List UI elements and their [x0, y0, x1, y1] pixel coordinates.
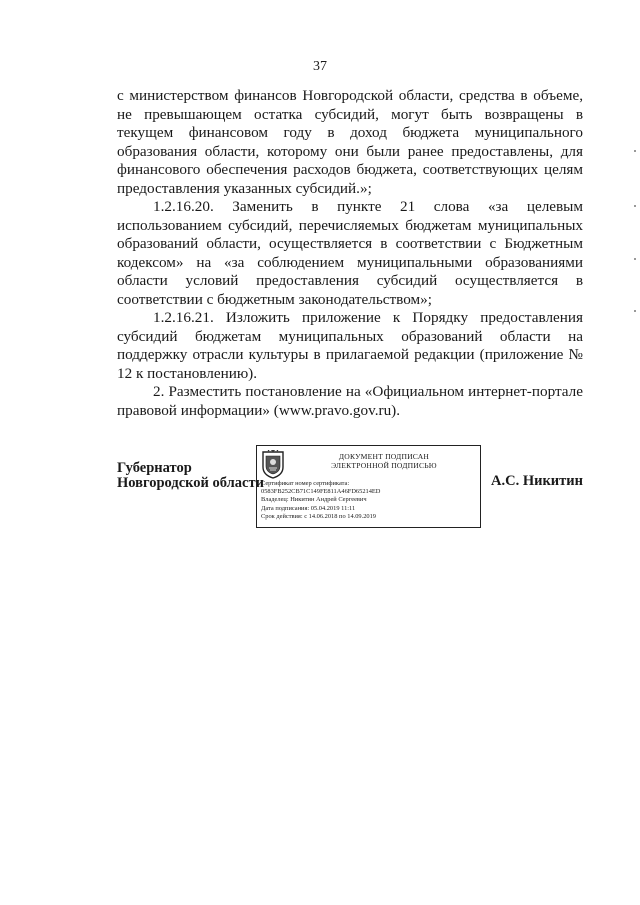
signatory-title-line2: Новгородской области: [117, 475, 264, 491]
paragraph-continuation: с министерством финансов Новгородской области, средства в объеме, не превышающем остатка субсидий, могут быть возвращены в текущем финансовом году в доход бюджета муниципального образования области, которому они были ранее предоставлены, для финансового обеспечения расходов бюджета, соответствующих целям предоставления указанных субсидий.»;: [117, 87, 583, 197]
esign-header-line2: ЭЛЕКТРОННОЙ ПОДПИСЬЮ: [331, 461, 437, 470]
scan-edge-mark: [634, 310, 636, 312]
esign-validity: Срок действия: с 14.06.2018 по 14.09.2019: [261, 512, 377, 520]
scan-edge-mark: [634, 205, 636, 207]
scan-edge-mark: [634, 258, 636, 260]
esign-cert-label: Сертификат номер сертификата:: [261, 480, 350, 487]
signatory-title-line1: Губернатор: [117, 460, 192, 476]
paragraph-item-1-2-16-20: 1.2.16.20. Заменить в пункте 21 слова «за целевым использованием субсидий, перечисляемых бюджетам муниципальных образований области, осуществляется в соответствии с Бюджетным кодексом» на «за соблюдением муниципальными образованиями области условий предоставления субсидий осуществляется в соответствии с бюджетным законодательством»;: [117, 198, 583, 308]
electronic-signature-stamp: [256, 445, 481, 528]
esign-details: [261, 480, 479, 521]
paragraph-item-2: 2. Разместить постановление на «Официальном интернет-портале правовой информации» (www.pravo.gov.ru).: [117, 383, 583, 419]
esign-owner: Владелец: Никитин Андрей Сергеевич: [261, 496, 367, 504]
esign-signed-date: Дата подписания: 05.04.2019 11:11: [261, 504, 356, 512]
paragraph-item-1-2-16-21: 1.2.16.21. Изложить приложение к Порядку предоставления субсидий бюджетам муниципальных образований области на поддержку отрасли культуры в прилагаемой редакции (приложение № 12 к постановлению).: [117, 309, 583, 382]
signatory-name: А.С. Никитин: [491, 473, 583, 489]
page-number: 37: [313, 59, 327, 74]
signature-block: [117, 445, 587, 540]
esign-header-line1: ДОКУМЕНТ ПОДПИСАН: [338, 452, 430, 461]
esign-header: [289, 452, 479, 470]
coat-of-arms-icon: [260, 450, 286, 480]
signatory-title: [117, 461, 264, 491]
scan-edge-mark: [634, 150, 636, 152]
document-body: [117, 87, 583, 420]
esign-cert-number: 0583FB252CB71C149FE811A46FD65214ED: [261, 488, 381, 496]
